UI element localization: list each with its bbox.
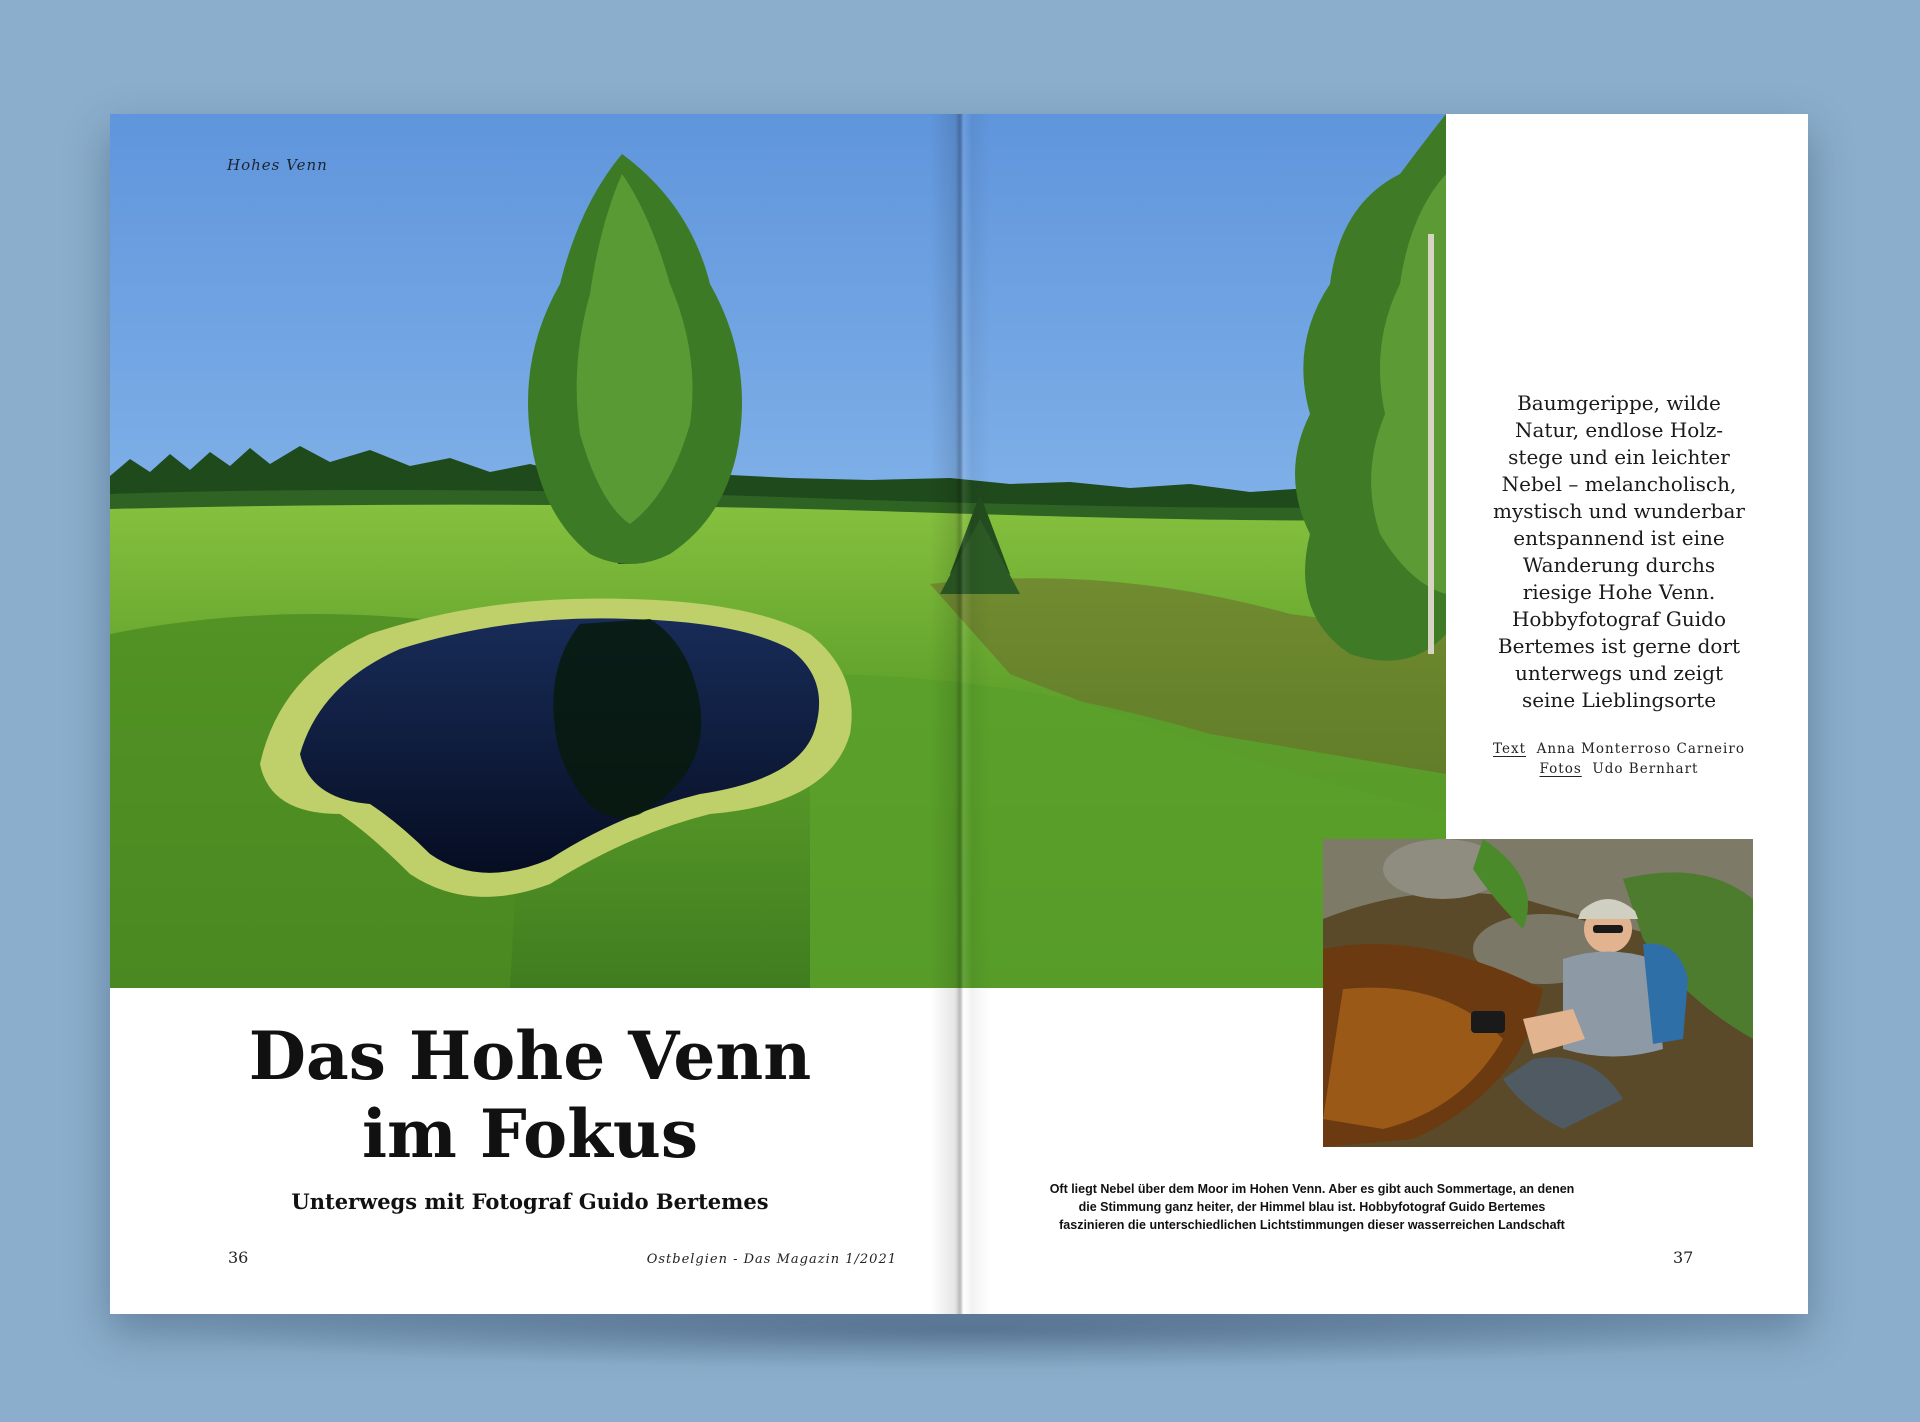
intro-line: Hobbyfotograf Guido xyxy=(1511,607,1727,631)
text-credit-author: Anna Monterroso Carneiro xyxy=(1536,741,1745,757)
intro-line: mystisch und wunderbar xyxy=(1493,499,1745,523)
photo-credit xyxy=(1470,759,1768,779)
intro-line: Baumgerippe, wilde xyxy=(1517,391,1721,415)
intro-line: Nebel – melancholisch, xyxy=(1501,472,1737,496)
caption-line: die Stimmung ganz heiter, der Himmel blau ist. Hobbyfotograf Guido Bertemes xyxy=(1078,1200,1546,1214)
intro-line: Bertemes ist gerne dort xyxy=(1497,634,1741,658)
article-title xyxy=(210,1017,850,1173)
text-credit-label: Text xyxy=(1493,741,1527,757)
footer-magazine-name: Ostbelgien - Das Magazin 1/2021 xyxy=(646,1252,897,1267)
intro-line: entspannend ist eine xyxy=(1513,526,1725,550)
caption-line: faszinieren die unterschiedlichen Lichtstimmungen dieser wasserreichen Landschaft xyxy=(1059,1218,1565,1232)
caption-line: Oft liegt Nebel über dem Moor im Hohen Venn. Aber es gibt auch Sommertage, an denen xyxy=(1049,1182,1575,1196)
intro-line: seine Lieblingsorte xyxy=(1521,688,1717,712)
intro-line: unterwegs und zeigt xyxy=(1514,661,1724,685)
page-number-right: 37 xyxy=(1673,1248,1694,1267)
text-credit xyxy=(1470,739,1768,759)
intro-text xyxy=(1478,390,1760,714)
photo-credit-author: Udo Bernhart xyxy=(1592,761,1699,777)
page-number-left: 36 xyxy=(228,1248,249,1267)
section-label: Hohes Venn xyxy=(227,156,328,174)
intro-line: Natur, endlose Holz- xyxy=(1514,418,1723,442)
photographer-inset-photo xyxy=(1323,839,1753,1147)
photo-credit-label: Fotos xyxy=(1539,761,1582,777)
title-line-2: im Fokus xyxy=(361,1095,699,1173)
title-line-1: Das Hohe Venn xyxy=(248,1017,812,1095)
intro-line: stege und ein leichter xyxy=(1508,445,1730,469)
credits xyxy=(1470,739,1768,779)
photo-caption xyxy=(1022,1180,1602,1234)
intro-line: riesige Hohe Venn. xyxy=(1522,580,1716,604)
article-subtitle: Unterwegs mit Fotograf Guido Bertemes xyxy=(291,1189,769,1214)
landscape-photo xyxy=(110,114,1446,988)
intro-line: Wanderung durchs xyxy=(1522,553,1716,577)
magazine-spread xyxy=(110,114,1808,1314)
